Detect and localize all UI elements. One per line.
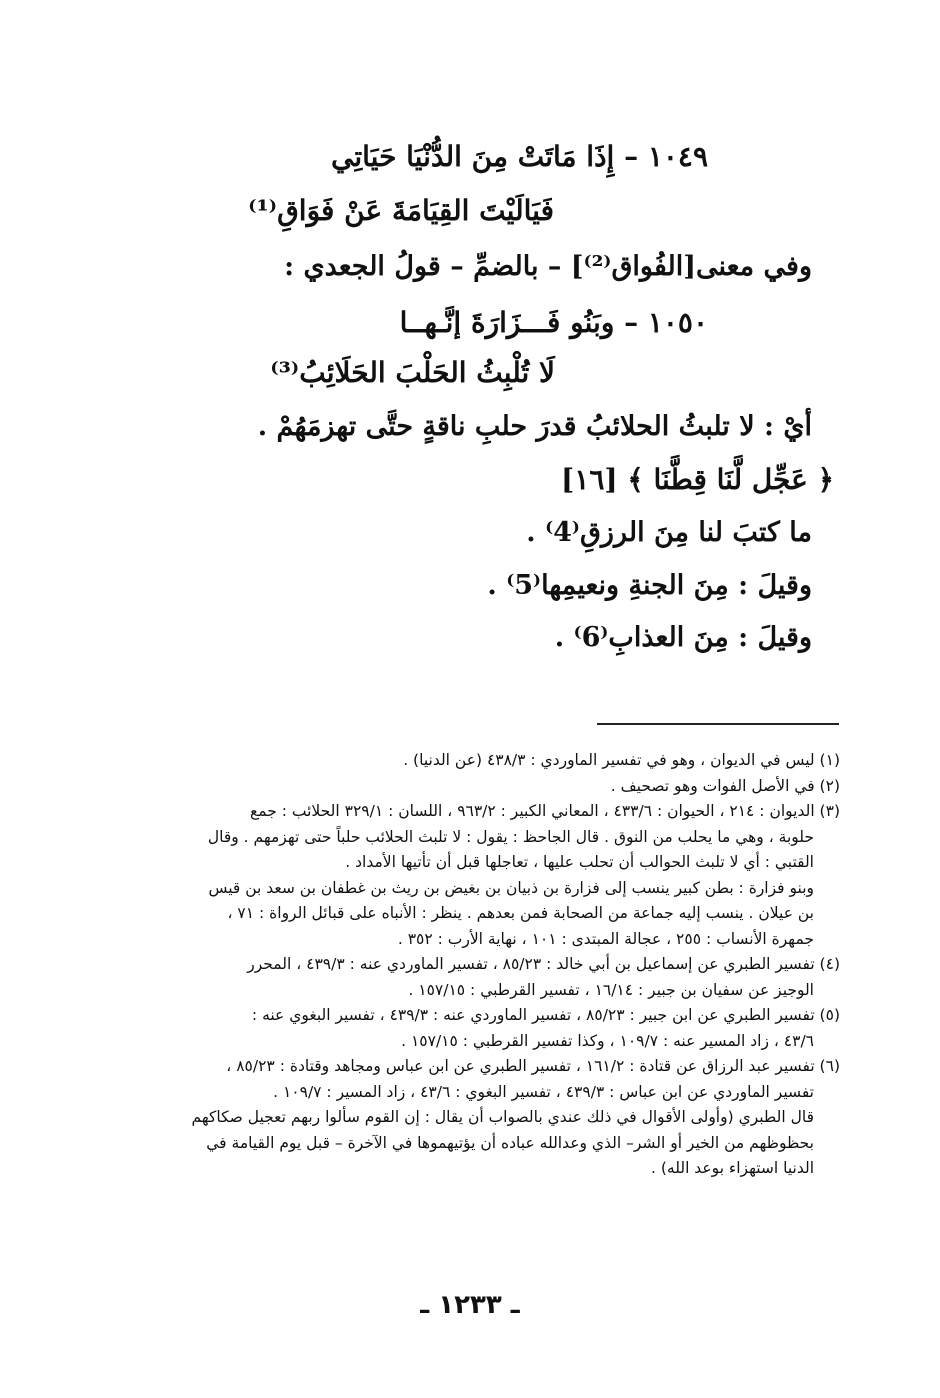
verse-1050-first-hemistich: ١٠٥٠ – وبَنُو فَـــزَارَةَ إنَّـهــا	[399, 306, 708, 339]
meaning-janna-line: وقيلَ : مِنَ الجنةِ ونعيمِها⁽5⁾ .	[487, 570, 812, 601]
verse-1049-first-hemistich: ١٠٤٩ – إِذَا مَاتَتْ مِنَ الدُّنْيَا حَيَاتِي	[330, 140, 708, 173]
verse-1050-second-hemistich: لَا تُلْبِثُ الحَلْبَ الحَلَائِبُ⁽³⁾	[270, 356, 555, 389]
quran-verse-16: ﴿ عَجِّل لَّنَا قِطَّنَا ﴾ [١٦]	[561, 463, 834, 496]
footnote-5-line-1: (٥) تفسير الطبري عن ابن جبير : ٨٥/٢٣ ، تفسير الماوردي عنه : ٤٣٩/٣ ، تفسير البغوي عنه :	[251, 1006, 840, 1024]
page-number: ـ ١٢٣٣ ـ	[420, 1290, 520, 1320]
fawaq-meaning-line: وفي معنى[الفُواق⁽²⁾] – بالضمِّ – قولُ الجعدي :	[284, 251, 812, 282]
footnote-3-line-4: وبنو فزارة : بطن كبير ينسب إلى فزارة بن ذبيان بن بغيض بن ريث بن غطفان بن سعد بن قيس	[208, 878, 814, 897]
footnote-6-line-5: الدنيا استهزاء بوعد الله) .	[651, 1159, 814, 1177]
footnote-6-line-4: بحظوظهم من الخير أو الشر– الذي وعدالله عباده أن يؤتيهموها في الآخرة – قبل يوم القيامة في	[206, 1133, 814, 1152]
footnote-3-line-1: (٣) الديوان : ٢١٤ ، الحيوان : ٤٣٣/٦ ، المعاني الكبير : ٩٦٣/٢ ، اللسان : ٣٢٩/١ الحلائب : جمع	[250, 802, 840, 820]
footnote-6-line-3: قال الطبري (وأولى الأقوال في ذلك عندي بالصواب أن يقال : إن القوم سألوا ربهم تعجيل صكاكهم	[191, 1108, 814, 1126]
meaning-adhab-line: وقيلَ : مِنَ العذابِ⁽6⁾ .	[554, 622, 812, 653]
footnote-4-line-1: (٤) تفسير الطبري عن إسماعيل بن أبي خالد : ٨٥/٢٣ ، تفسير الماوردي عنه : ٤٣٩/٣ ، المحرر	[247, 955, 840, 973]
footnote-3-line-3: القتبي : أي لا تلبث الحوالب أن تحلب عليها ، تعاجلها قبل أن تأتيها الأمداد .	[345, 853, 814, 871]
footnotes	[100, 748, 840, 1182]
footnote-2: (٢) في الأصل الفوات وهو تصحيف .	[610, 776, 840, 795]
footnote-4-line-2: الوجيز عن سفيان بن جبير : ١٦/١٤ ، تفسير القرطبي : ١٥٧/١٥ .	[408, 980, 814, 999]
verse-1049-second-hemistich: فَيَالَيْتَ القِيَامَةَ عَنْ فَوَاقِ⁽¹⁾	[248, 194, 554, 227]
explanation-line: أيْ : لا تلبثُ الحلائبُ قدرَ حلبِ ناقةٍ حتَّى تهزمَهُمْ .	[257, 411, 812, 442]
footnote-divider	[597, 723, 839, 725]
footnote-3-line-2: حلوبة ، وهي ما يحلب من النوق . قال الجاحظ : يقول : لا تلبث الحلائب حلباً حتى تهزمهم . وقال	[207, 827, 814, 846]
footnote-6-line-1: (٦) تفسير عبد الرزاق عن قتادة : ١٦١/٢ ، تفسير الطبري عن ابن عباس ومجاهد وقتادة : ٨٥/٢٣ ،	[226, 1057, 840, 1075]
footnote-1: (١) ليس في الديوان ، وهو في تفسير الماوردي : ٤٣٨/٣ (عن الدنيا) .	[403, 751, 840, 769]
meaning-razq-line: ما كتبَ لنا مِنَ الرزقِ⁽4⁾ .	[526, 517, 812, 548]
footnote-6-line-2: تفسير الماوردي عن ابن عباس : ٤٣٩/٣ ، تفسير البغوي : ٤٣/٦ ، زاد المسير : ١٠٩/٧ .	[273, 1082, 814, 1101]
footnote-5-line-2: ٤٣/٦ ، زاد المسير عنه : ١٠٩/٧ ، وكذا تفسير القرطبي : ١٥٧/١٥ .	[401, 1031, 814, 1050]
footnote-3-line-6: جمهرة الأنساب : ٢٥٥ ، عجالة المبتدى : ١٠١ ، نهاية الأرب : ٣٥٢ .	[397, 929, 814, 948]
footnote-3-line-5: بن عيلان . ينسب إليه جماعة من الصحابة فمن بعدهم . ينظر : الأنباه على قبائل الرواة : ٧١ ،	[227, 904, 814, 922]
